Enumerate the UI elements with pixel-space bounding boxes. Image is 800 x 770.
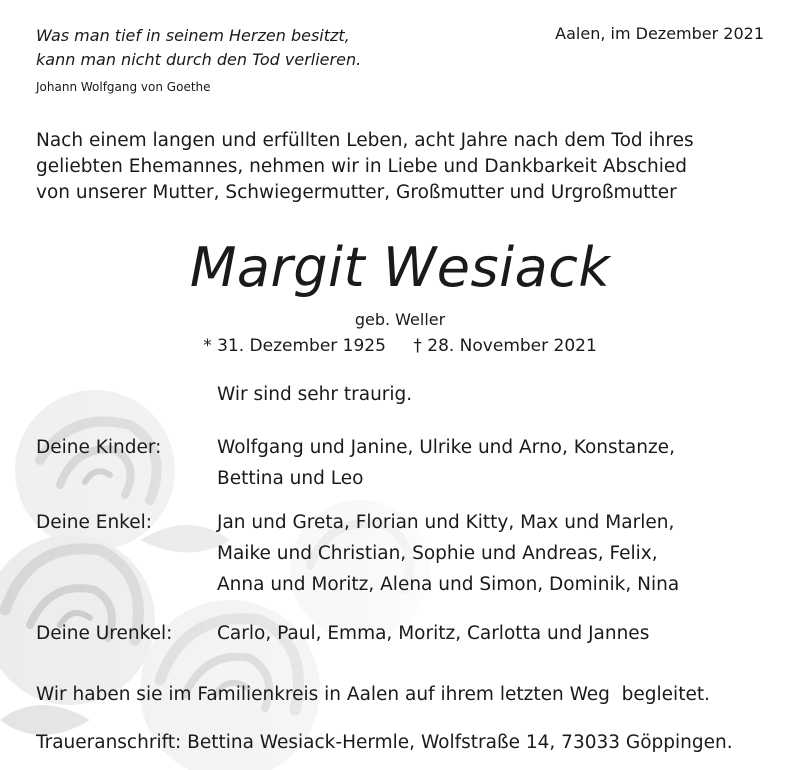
- great-grandchildren-label: Deine Urenkel:: [36, 623, 173, 644]
- names-line: Bettina und Leo: [217, 468, 364, 489]
- names-line: Anna und Moritz, Alena und Simon, Dominik, Nina: [217, 574, 680, 595]
- sorrow-statement: Wir sind sehr traurig.: [217, 384, 413, 405]
- quote-line: Was man tief in seinem Herzen besitzt,: [36, 26, 350, 45]
- grandchildren-names: [217, 507, 679, 600]
- names-line: Wolfgang und Janine, Ulrike und Arno, Konstanze,: [217, 437, 675, 458]
- names-line: Jan und Greta, Florian und Kitty, Max und Marlen,: [217, 512, 675, 533]
- life-dates: [0, 336, 800, 356]
- children-names: [217, 432, 675, 494]
- great-grandchildren-names: [217, 618, 649, 649]
- mourning-address: Traueranschrift: Bettina Wesiack-Hermle, Wolfstraße 14, 73033 Göppingen.: [36, 732, 733, 753]
- names-line: Carlo, Paul, Emma, Moritz, Carlotta und Jannes: [217, 623, 650, 644]
- quote-author: Johann Wolfgang von Goethe: [36, 80, 211, 94]
- deceased-name: Margit Wesiack: [189, 236, 611, 299]
- maiden-name: geb. Weller: [354, 310, 446, 329]
- names-line: Maike und Christian, Sophie und Andreas, Felix,: [217, 543, 658, 564]
- intro-line: Nach einem langen und erfüllten Leben, acht Jahre nach dem Tod ihres: [36, 130, 694, 151]
- intro-line: geliebten Ehemannes, nehmen wir in Liebe und Dankbarkeit Abschied: [36, 156, 688, 177]
- death-date: † 28. November 2021: [413, 336, 597, 356]
- intro-line: von unserer Mutter, Schwiegermutter, Großmutter und Urgroßmutter: [36, 182, 677, 203]
- intro-text: [36, 128, 776, 206]
- grandchildren-label: Deine Enkel:: [36, 512, 152, 533]
- children-label: Deine Kinder:: [36, 437, 162, 458]
- quote: [36, 24, 361, 72]
- birth-date: * 31. Dezember 1925: [203, 336, 386, 356]
- closing-statement: Wir haben sie im Familienkreis in Aalen auf ihrem letzten Weg begleitet.: [36, 684, 710, 705]
- quote-line: kann man nicht durch den Tod verlieren.: [36, 50, 362, 69]
- place-date: Aalen, im Dezember 2021: [555, 24, 764, 43]
